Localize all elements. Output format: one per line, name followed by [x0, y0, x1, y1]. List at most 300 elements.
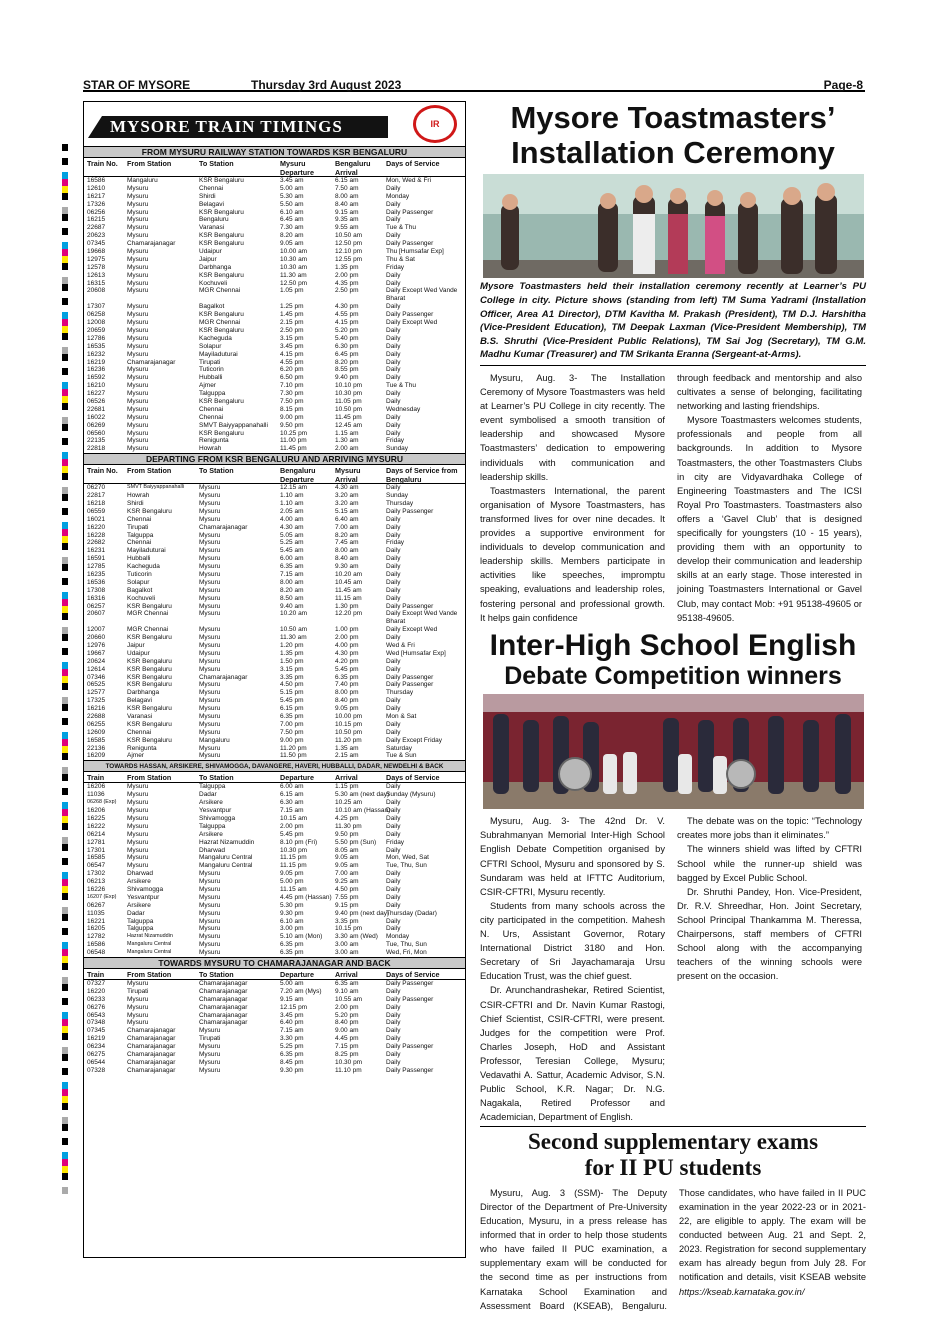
- table-cell: 7.15 am: [280, 807, 304, 815]
- table-cell: Wed [Humsafar Exp]: [386, 649, 446, 657]
- table-cell: 11.20 pm: [280, 744, 307, 752]
- table-cell: Chamarajanagar: [127, 1066, 176, 1074]
- table-cell: 9.50 pm: [335, 830, 359, 838]
- table-row: [84, 650, 465, 658]
- table-cell: 06267: [87, 901, 106, 909]
- table-cell: Daily Except Wed Vande Bharat: [386, 610, 458, 626]
- table-cell: Mysuru: [127, 366, 149, 374]
- table-cell: Chamarajanagar: [199, 1019, 248, 1027]
- table-row: [84, 587, 465, 595]
- color-registration-strip: [62, 144, 68, 1252]
- registration-swatch: [62, 305, 68, 312]
- table-row: [84, 216, 465, 224]
- table-cell: 16586: [87, 941, 106, 949]
- table-cell: 6.35 pm: [280, 713, 304, 721]
- table-cell: Mysuru: [199, 713, 221, 721]
- table-cell: 9.30 pm: [280, 1066, 304, 1074]
- table-row: [84, 343, 465, 351]
- registration-swatch: [62, 620, 68, 627]
- registration-swatch: [62, 410, 68, 417]
- table-row: [84, 248, 465, 256]
- table-cell: Belagavi: [199, 200, 224, 208]
- registration-swatch: [62, 256, 68, 263]
- table-cell: Ajmer: [127, 752, 144, 760]
- table-cell: Mysuru: [127, 445, 149, 453]
- table-cell: 20607: [87, 610, 106, 618]
- table-cell: Mysuru: [127, 216, 149, 224]
- column-header: Train No.: [87, 159, 118, 168]
- table-cell: Mysuru: [127, 854, 149, 862]
- column-header: From Station: [127, 773, 172, 783]
- table-cell: 10.00 am: [280, 248, 308, 256]
- table-cell: Friday: [386, 263, 405, 271]
- table-row: [84, 1043, 465, 1051]
- table-cell: Daily: [386, 570, 401, 578]
- table-cell: Daily: [386, 878, 401, 886]
- table-cell: 4.00 pm: [335, 642, 359, 650]
- table-cell: 4.30 am: [335, 484, 359, 492]
- table-cell: Daily: [386, 397, 401, 405]
- table-row: [84, 854, 465, 862]
- registration-swatch: [62, 893, 68, 900]
- registration-swatch: [62, 963, 68, 970]
- table-cell: 11.15 pm: [280, 862, 307, 870]
- table-cell: Daily: [386, 374, 401, 382]
- table-cell: 3.45 am: [280, 177, 304, 184]
- table-cell: 16219: [87, 1035, 106, 1043]
- table-cell: Mysuru: [199, 941, 221, 949]
- table-cell: Daily: [386, 657, 401, 665]
- table-row: [84, 1012, 465, 1020]
- registration-swatch: [62, 655, 68, 662]
- table-cell: 9.40 pm (next day): [335, 909, 390, 917]
- column-header: To Station: [199, 773, 234, 783]
- table-cell: 07328: [87, 1066, 106, 1074]
- table-cell: Daily: [386, 390, 401, 398]
- table-cell: Mysuru: [199, 531, 221, 539]
- registration-swatch: [62, 984, 68, 991]
- table-cell: Mysuru: [199, 744, 221, 752]
- registration-swatch: [62, 767, 68, 774]
- table-cell: 6.10 am: [280, 208, 304, 216]
- table-cell: Mysuru: [199, 555, 221, 563]
- registration-swatch: [62, 312, 68, 319]
- table-cell: Dharwad: [199, 846, 226, 854]
- table-row: [84, 783, 465, 791]
- table-cell: Jaipur: [127, 642, 145, 650]
- table-cell: 07327: [87, 979, 106, 987]
- registration-swatch: [62, 354, 68, 361]
- registration-swatch: [62, 606, 68, 613]
- table-cell: 12.45 am: [335, 421, 363, 429]
- column-header: Train No.: [87, 466, 118, 476]
- table-cell: Mysuru: [199, 697, 221, 705]
- registration-swatch: [62, 704, 68, 711]
- table-cell: Kacheguda: [199, 334, 232, 342]
- table-cell: 10.30 am: [280, 263, 308, 271]
- table-cell: 10.00 pm: [335, 713, 363, 721]
- registration-swatch: [62, 676, 68, 683]
- column-header: From Station: [127, 969, 172, 979]
- table-cell: Mysuru: [199, 657, 221, 665]
- table-cell: 9.25 am: [335, 878, 359, 886]
- table-cell: Mysuru: [127, 271, 149, 279]
- table-cell: 16206: [87, 783, 106, 791]
- table-cell: 06255: [87, 720, 106, 728]
- table-cell: KSR Bengaluru: [199, 232, 244, 240]
- table-row: [84, 1067, 465, 1075]
- table-cell: Mysuru: [127, 814, 149, 822]
- table-cell: 17302: [87, 870, 106, 878]
- registration-swatch: [62, 1138, 68, 1145]
- registration-swatch: [62, 1040, 68, 1047]
- section-heading-3: TOWARDS HASSAN, ARSIKERE, SHIVAMOGGA, DAVANGERE, HAVERI, HUBBALLI, DADAR, NEWDELHI & BACK: [84, 760, 465, 772]
- table-row: [84, 398, 465, 406]
- table-cell: Tuticorin: [127, 570, 152, 578]
- table-cell: Daily: [386, 1027, 401, 1035]
- registration-swatch: [62, 1047, 68, 1054]
- table-cell: Mysuru: [199, 578, 221, 586]
- table-row: [84, 878, 465, 886]
- table-cell: 12614: [87, 665, 106, 673]
- table-cell: Mysuru: [199, 720, 221, 728]
- table-cell: Mysuru: [199, 563, 221, 571]
- table-cell: Thursday (Dadar): [386, 909, 437, 917]
- table-cell: Varanasi: [199, 224, 225, 232]
- table-cell: 4.25 pm: [335, 814, 359, 822]
- table-cell: 06547: [87, 862, 106, 870]
- registration-swatch: [62, 165, 68, 172]
- table-cell: Mysuru: [199, 602, 221, 610]
- table-cell: 10.30 am: [280, 255, 308, 263]
- table-cell: Saturday: [386, 744, 413, 752]
- table-cell: 3.45 pm: [280, 1011, 304, 1019]
- table-cell: Chennai: [127, 539, 152, 547]
- registration-swatch: [62, 907, 68, 914]
- table-row: [84, 532, 465, 540]
- table-cell: 16215: [87, 216, 106, 224]
- table-cell: 07345: [87, 1027, 106, 1035]
- registration-swatch: [62, 1054, 68, 1061]
- column-header: To Station: [199, 969, 234, 979]
- table-cell: 8.00 am: [335, 547, 359, 555]
- registration-swatch: [62, 1012, 68, 1019]
- headline-exams-1: Second supplementary exams: [527, 1129, 819, 1155]
- table-cell: Daily Passenger: [386, 240, 434, 248]
- table-cell: Daily: [386, 814, 401, 822]
- table-cell: 17326: [87, 200, 106, 208]
- table-cell: Daily: [386, 783, 401, 791]
- column-header: To Station: [199, 466, 234, 476]
- table-row: [84, 232, 465, 240]
- table-cell: 4.15 pm: [335, 319, 359, 327]
- table-cell: 12.20 pm: [335, 610, 363, 618]
- table-cell: 06214: [87, 830, 106, 838]
- registration-swatch: [62, 809, 68, 816]
- table-cell: 9.15 pm: [335, 901, 359, 909]
- table-row: [84, 925, 465, 933]
- table-cell: Mysuru: [127, 822, 149, 830]
- table-cell: 3.15 pm: [280, 334, 304, 342]
- registration-swatch: [62, 1005, 68, 1012]
- table-cell: 8.25 pm: [335, 1050, 359, 1058]
- table-cell: Mysuru: [199, 689, 221, 697]
- table-cell: Varanasi: [127, 713, 153, 721]
- registration-swatch: [62, 207, 68, 214]
- table-row: [84, 492, 465, 500]
- registration-swatch: [62, 942, 68, 949]
- registration-swatch: [62, 242, 68, 249]
- column-header: Arrival: [335, 969, 358, 979]
- table-cell: Daily: [386, 987, 401, 995]
- table-cell: 8.40 pm: [335, 697, 359, 705]
- table-row: [84, 224, 465, 232]
- table-row: [84, 264, 465, 272]
- table-cell: 8.00 am: [280, 578, 304, 586]
- table-cell: 1.35 pm: [280, 649, 304, 657]
- table-cell: 9.40 am: [280, 602, 304, 610]
- table-cell: 1.00 pm: [335, 626, 359, 634]
- exams-para-1: [480, 1186, 866, 1313]
- table-cell: 2.00 am: [335, 445, 359, 453]
- table-cell: 5.30 am (next day): [335, 791, 390, 799]
- table-cell: 6.40 pm: [280, 1019, 304, 1027]
- table-cell: Mysuru: [127, 807, 149, 815]
- table-cell: 5.00 pm: [280, 878, 304, 886]
- table-row: [84, 185, 465, 193]
- table-cell: 16592: [87, 374, 106, 382]
- registration-swatch: [62, 921, 68, 928]
- table-cell: 9.10 am: [335, 987, 359, 995]
- registration-swatch: [62, 690, 68, 697]
- table-cell: Kochuveli: [127, 594, 156, 602]
- table-cell: 4.55 pm: [335, 311, 359, 319]
- table-cell: Chamarajanagar: [127, 1050, 176, 1058]
- table-cell: 5.20 pm: [335, 326, 359, 334]
- table-cell: 19667: [87, 649, 106, 657]
- table-cell: 10.30 pm: [335, 1058, 363, 1066]
- registration-swatch: [62, 466, 68, 473]
- table-cell: 4.55 pm: [280, 358, 304, 366]
- table-cell: Mysuru: [127, 192, 149, 200]
- table-cell: 7.00 am: [335, 870, 359, 878]
- table-cell: Mysuru: [127, 1003, 149, 1011]
- table-cell: 2.15 pm: [280, 319, 304, 327]
- table-cell: KSR Bengaluru: [127, 657, 172, 665]
- table-cell: KSR Bengaluru: [127, 681, 172, 689]
- table-cell: Shirdi: [127, 499, 144, 507]
- table-cell: 20608: [87, 287, 106, 295]
- table-row: [84, 351, 465, 359]
- table-cell: 1.20 pm: [280, 642, 304, 650]
- table-cell: Mon & Sat: [386, 713, 417, 721]
- table-cell: Tuticorin: [199, 366, 224, 374]
- table-cell: Talguppa: [199, 390, 226, 398]
- table-cell: 16536: [87, 578, 106, 586]
- table-cell: 16205: [87, 925, 106, 933]
- table-cell: 7.15 pm: [335, 1043, 359, 1051]
- table-cell: 6.35 am: [335, 979, 359, 987]
- table-row: [84, 516, 465, 524]
- table-cell: 9.00 pm: [280, 736, 304, 744]
- table-row: [84, 626, 465, 634]
- table-cell: Mysuru: [199, 547, 221, 555]
- table-cell: Solapur: [199, 342, 222, 350]
- table-cell: 10.10 pm: [335, 382, 363, 390]
- debate-body: [480, 814, 866, 1127]
- table-row: [84, 406, 465, 414]
- table-cell: 11.50 pm: [280, 752, 307, 760]
- table-cell: 16022: [87, 413, 106, 421]
- debate-para-2: Students from many schools across the city participated in the competition. Mahesh N. Urs, Assistant Governor, Rotary International District 3180 and Hon. Secretary of Sri Jayachamaraja Ursu Education Trust, was the chief guest.: [480, 900, 665, 982]
- table-cell: 16315: [87, 279, 106, 287]
- registration-swatch: [62, 746, 68, 753]
- table-row: [84, 311, 465, 319]
- registration-swatch: [62, 193, 68, 200]
- table-cell: 11.20 pm: [335, 736, 362, 744]
- registration-swatch: [62, 270, 68, 277]
- table-row: [84, 287, 465, 303]
- registration-swatch: [62, 753, 68, 760]
- table-cell: 6.35 pm: [335, 673, 359, 681]
- table-cell: Daily: [386, 594, 401, 602]
- toastmasters-para-2: Toastmasters International, the parent organisation of Mysore Toastmasters, has transformed lives for over nine decades. It provides a supportive environment for individuals to develop communication and leadership skills. Members participate in activities like speeches, impromptu speaking, evaluations and leadership roles, fostering personal and professional growth. It helps gain confidence: [480, 485, 665, 623]
- table-cell: Mysuru: [127, 279, 149, 287]
- registration-swatch: [62, 1187, 68, 1194]
- registration-swatch: [62, 571, 68, 578]
- registration-swatch: [62, 1068, 68, 1075]
- table-cell: 12782: [87, 933, 106, 941]
- table-cell: Sunday (Mysuru): [386, 791, 436, 799]
- registration-swatch: [62, 557, 68, 564]
- table-cell: 5.45 pm: [335, 665, 359, 673]
- table-row: [84, 422, 465, 430]
- table-cell: Talguppa: [127, 531, 154, 539]
- table-cell: 16585: [87, 854, 106, 862]
- column-header: Train: [87, 969, 105, 979]
- table-cell: Shirdi: [199, 192, 216, 200]
- debate-para-3: Dr. Arunchandrashekar, Retired Scientist, CSIR-CFTRI and Dr. Navin Kumar Rastogi, Chief Scientist, CSIR-CFTRI, were present. Judges for the competition were Prof. Charles Joseph, HoD and Assistant Professor, Teresian College, Mysuru; Vedavathi A. Sattur, Academic Advisor, S.N. Public School, K.R. Nagar; Dr. N.G. Nagakala, Retired Professor and Academician, Department of English.: [480, 985, 665, 1123]
- issue-date: Thursday 3rd August 2023: [251, 78, 402, 92]
- table-cell: 4.30 pm: [335, 649, 359, 657]
- table-cell: 11.15 pm: [280, 854, 307, 862]
- table-cell: Daily: [386, 271, 401, 279]
- table-cell: Tue & Thu: [386, 382, 416, 390]
- table-row: [84, 721, 465, 729]
- table-cell: 11035: [87, 909, 105, 917]
- table-cell: Daily: [386, 413, 401, 421]
- kseab-link[interactable]: https://kseab.karnataka.gov.in/: [679, 1286, 805, 1297]
- table-cell: Friday: [386, 539, 405, 547]
- table-cell: Mangaluru Central: [127, 941, 172, 948]
- table-cell: 22817: [87, 492, 106, 500]
- table-cell: 9.05 pm: [335, 705, 359, 713]
- table-cell: Wed & Fri: [386, 642, 415, 650]
- table-row: [84, 390, 465, 398]
- registration-swatch: [62, 480, 68, 487]
- table-cell: Mangaluru Central: [199, 854, 253, 862]
- table-cell: 1.25 pm: [280, 303, 304, 311]
- table-cell: Mysuru: [199, 878, 221, 886]
- table-cell: 11.00 pm: [280, 437, 307, 445]
- registration-swatch: [62, 585, 68, 592]
- table-cell: Mayiladuturai: [127, 547, 166, 555]
- registration-swatch: [62, 683, 68, 690]
- table-row: [84, 374, 465, 382]
- table-cell: 5.05 am: [280, 531, 304, 539]
- table-cell: 5.00 am: [280, 979, 304, 987]
- table-row: [84, 201, 465, 209]
- toastmasters-photo: [483, 174, 864, 278]
- table-cell: Mysuru: [199, 484, 221, 492]
- table-cell: Mysuru: [199, 1058, 221, 1066]
- table-cell: 4.30 pm: [335, 303, 359, 311]
- table-cell: Talguppa: [127, 917, 154, 925]
- table-cell: Mysuru: [127, 334, 149, 342]
- registration-swatch: [62, 774, 68, 781]
- table-cell: Daily: [386, 917, 401, 925]
- table-row: [84, 681, 465, 689]
- table-row: [84, 484, 465, 492]
- registration-swatch: [62, 1180, 68, 1187]
- table-cell: 2.00 pm: [280, 822, 304, 830]
- table-cell: Chamarajanagar: [127, 240, 176, 248]
- table-cell: Dadar: [199, 791, 217, 799]
- table-row: [84, 666, 465, 674]
- table-row: [84, 697, 465, 705]
- column-header: Mysuru Departure: [280, 159, 314, 177]
- table-cell: Daily: [386, 697, 401, 705]
- table-cell: Daily: [386, 303, 401, 311]
- registration-swatch: [62, 802, 68, 809]
- table-cell: 5.45 pm: [280, 697, 304, 705]
- registration-swatch: [62, 998, 68, 1005]
- table-row: [84, 823, 465, 831]
- table-row: [84, 791, 465, 799]
- table-cell: 8.40 am: [335, 555, 359, 563]
- table-cell: 06256: [87, 208, 106, 216]
- registration-swatch: [62, 536, 68, 543]
- table-row: [84, 933, 465, 941]
- table-cell: 12976: [87, 642, 106, 650]
- table-cell: 7.10 pm: [280, 382, 304, 390]
- table-cell: 22687: [87, 224, 106, 232]
- registration-swatch: [62, 494, 68, 501]
- table-row: [84, 980, 465, 988]
- column-headers-1: [84, 158, 465, 177]
- table-cell: Mysuru: [127, 390, 149, 398]
- table-cell: 12785: [87, 563, 106, 571]
- table-cell: 12.55 pm: [335, 255, 363, 263]
- table-cell: 16586: [87, 177, 106, 184]
- table-cell: KSR Bengaluru: [199, 240, 244, 248]
- registration-swatch: [62, 564, 68, 571]
- table-cell: 06233: [87, 995, 106, 1003]
- table-cell: 5.30 pm: [280, 901, 304, 909]
- table-row: [84, 839, 465, 847]
- table-cell: Mysuru: [199, 917, 221, 925]
- table-cell: Daily: [386, 531, 401, 539]
- registration-swatch: [62, 865, 68, 872]
- table-cell: 11.30 am: [280, 634, 307, 642]
- table-cell: Tirupati: [199, 358, 221, 366]
- timetable-title: MYSORE TRAIN TIMINGS: [88, 116, 388, 138]
- table-cell: 3.00 pm: [280, 925, 304, 933]
- registration-swatch: [62, 1145, 68, 1152]
- table-cell: Tirupati: [127, 523, 149, 531]
- table-cell: Daily: [386, 555, 401, 563]
- table-cell: Udaipur: [127, 649, 150, 657]
